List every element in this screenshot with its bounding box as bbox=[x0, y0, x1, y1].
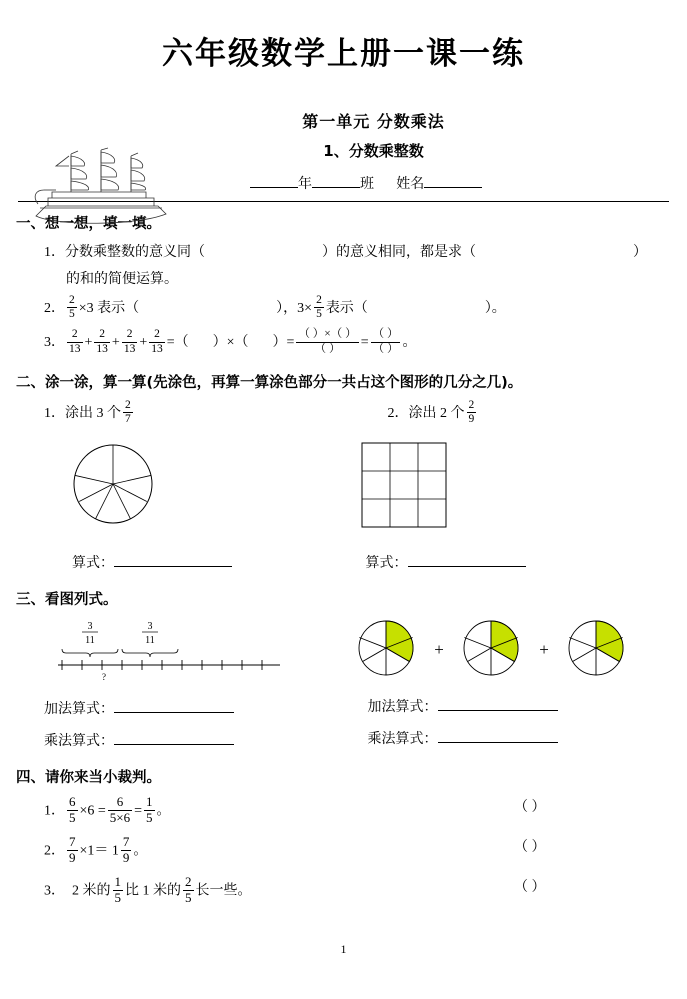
s1-q3-label: 3． bbox=[44, 335, 65, 350]
s2-q1-label bbox=[44, 400, 344, 427]
s1-q3-plus-3: + bbox=[139, 335, 147, 350]
s3-left-add-line bbox=[44, 698, 344, 718]
shaded-pies-diagram[interactable] bbox=[354, 617, 687, 684]
s3-right-mul-line bbox=[368, 728, 687, 748]
pies-column bbox=[344, 617, 687, 750]
section-4-heading: 四、请你来当小裁判。 bbox=[16, 766, 687, 787]
s2-q1-formula-line bbox=[72, 552, 344, 572]
s1-q2-part-e: ）。 bbox=[485, 301, 506, 316]
s4-q3-answer-paren[interactable]: （ ） bbox=[514, 876, 546, 896]
plus-sign-2: + bbox=[539, 640, 549, 659]
plus-sign-1: + bbox=[434, 640, 444, 659]
s1-q3-fraction-3: $\frac{2}{13}$ bbox=[122, 328, 138, 355]
s2-q2-fraction: $\frac{2}{9}$ bbox=[467, 399, 477, 426]
year-label: 年 bbox=[298, 176, 312, 192]
s3-right-add-line bbox=[368, 696, 687, 716]
s4-q3-part-b: 比 1 米的 bbox=[125, 884, 181, 899]
s2-q2-formula-label: 算式： bbox=[366, 556, 408, 571]
s1-q1-second-line: 的和的简便运算。 bbox=[66, 268, 687, 288]
number-line-diagram[interactable] bbox=[44, 619, 344, 686]
s3-left-add-blank[interactable] bbox=[114, 712, 234, 713]
s3-right-mul-blank[interactable] bbox=[438, 742, 558, 743]
s2-q1-fraction: $\frac{2}{7}$ bbox=[123, 399, 133, 426]
svg-text:3: 3 bbox=[148, 621, 153, 632]
worksheet-page bbox=[0, 28, 687, 999]
s2-q2-label bbox=[388, 400, 687, 427]
section-2-right-column bbox=[344, 400, 687, 572]
s1-q3-end: 。 bbox=[402, 335, 416, 350]
section-2-left-column bbox=[0, 400, 344, 572]
s1-q3-plus-2: + bbox=[112, 335, 120, 350]
year-blank[interactable] bbox=[250, 187, 298, 188]
s4-q2-fraction-1: $\frac{7}{9}$ bbox=[67, 835, 78, 866]
s1-q1-part-c: ） bbox=[633, 245, 647, 260]
s1-q2-label: 2． bbox=[44, 301, 65, 316]
number-line-column bbox=[0, 617, 344, 750]
s1-q2-fraction-1: $\frac{2}{5}$ bbox=[67, 294, 77, 321]
s3-left-mul-label: 乘法算式： bbox=[44, 734, 114, 749]
s4-q1-eq: = bbox=[134, 804, 142, 819]
s1-q3-eq3: = bbox=[361, 335, 369, 350]
sailing-ship-illustration bbox=[26, 146, 176, 236]
s1-q2-fraction-2: $\frac{2}{5}$ bbox=[314, 294, 324, 321]
s1-q1-part-b: ）的意义相同，都是求（ bbox=[322, 245, 476, 260]
svg-text:3: 3 bbox=[88, 621, 93, 632]
s4-q2-whole: 1 bbox=[112, 844, 119, 859]
s4-q2-mid: ×1＝ bbox=[80, 844, 109, 859]
s1-q1 bbox=[44, 240, 687, 266]
s1-q1-part-a: 1．分数乘整数的意义同（ bbox=[44, 245, 205, 260]
s4-q2-num: 2． bbox=[44, 844, 65, 859]
s1-q2-part-d: 表示（ bbox=[326, 301, 368, 316]
s4-q1-num: 1． bbox=[44, 804, 65, 819]
svg-text:11: 11 bbox=[145, 635, 155, 646]
class-blank[interactable] bbox=[312, 187, 360, 188]
s4-q1 bbox=[44, 796, 687, 827]
s1-q3-eq: =（ bbox=[167, 335, 189, 350]
s4-q3-fraction-1: $\frac{1}{5}$ bbox=[113, 875, 124, 906]
s1-q2-part-c: ），3× bbox=[276, 301, 312, 316]
s4-q1-mid: ×6 = bbox=[80, 804, 106, 819]
section-3-body bbox=[0, 617, 687, 750]
s3-right-add-label: 加法算式： bbox=[368, 700, 438, 715]
s1-q3-fraction-1: $\frac{2}{13}$ bbox=[67, 328, 83, 355]
section-1-heading: 一、想一想，填一填。 bbox=[16, 212, 687, 233]
s2-q2-formula-line bbox=[366, 552, 687, 572]
s1-q2 bbox=[44, 295, 687, 322]
name-blank[interactable] bbox=[424, 187, 482, 188]
s1-q2-part-b: ×3 表示（ bbox=[79, 301, 139, 316]
s4-q1-end: 。 bbox=[157, 804, 171, 819]
unit-line-1: 第一单元 分数乘法 bbox=[60, 109, 687, 132]
s4-q3-part-c: 长一些。 bbox=[196, 884, 252, 899]
class-label: 班 bbox=[360, 176, 374, 192]
s3-left-mul-line bbox=[44, 730, 344, 750]
page-title: 六年级数学上册一课一练 bbox=[0, 28, 687, 73]
s4-q3-fraction-2: $\frac{2}{5}$ bbox=[183, 875, 194, 906]
s2-q2-formula-blank[interactable] bbox=[408, 566, 526, 567]
s4-q1-fraction-2: $\frac{6}{5\times 6}$ bbox=[108, 795, 132, 826]
s1-q3-eq2: ）= bbox=[273, 335, 295, 350]
name-label: 姓名 bbox=[396, 176, 424, 192]
s3-right-mul-label: 乘法算式： bbox=[368, 732, 438, 747]
page-number: 1 bbox=[0, 942, 687, 957]
s4-q2-fraction-2: $\frac{7}{9}$ bbox=[121, 835, 132, 866]
svg-text:11: 11 bbox=[85, 635, 95, 646]
s1-q3-result-fraction: $\frac{( )\times( )}{( )}$ bbox=[296, 328, 358, 355]
section-3-heading: 三、看图列式。 bbox=[16, 588, 687, 609]
s4-q3-num: 3． bbox=[44, 884, 65, 899]
s4-q1-fraction-3: $\frac{1}{5}$ bbox=[144, 795, 155, 826]
s1-q3-fraction-4: $\frac{2}{13}$ bbox=[149, 328, 165, 355]
s4-q1-fraction-1: $\frac{6}{5}$ bbox=[67, 795, 78, 826]
s4-q2 bbox=[44, 836, 687, 867]
s1-q3 bbox=[44, 329, 687, 356]
s2-q1-text: 1．涂出 3 个 bbox=[44, 406, 121, 421]
s4-q3 bbox=[44, 876, 687, 907]
pie-7-sectors[interactable] bbox=[68, 439, 344, 534]
s3-left-add-label: 加法算式： bbox=[44, 702, 114, 717]
section-2-heading: 二、涂一涂，算一算(先涂色，再算一算涂色部分一共占这个图形的几分之几)。 bbox=[16, 371, 687, 392]
s4-q2-end: 。 bbox=[133, 844, 147, 859]
s1-q3-plus-1: + bbox=[85, 335, 93, 350]
s4-q1-answer-paren[interactable]: （ ） bbox=[514, 796, 546, 816]
s2-q2-text: 2．涂出 2 个 bbox=[388, 406, 465, 421]
s1-q3-final-fraction: $\frac{( )}{( )}$ bbox=[371, 328, 401, 355]
s4-q2-answer-paren[interactable]: （ ） bbox=[514, 836, 546, 856]
grid-3x3[interactable] bbox=[360, 441, 687, 534]
unit-line-2: 1、分数乘整数 bbox=[60, 140, 687, 161]
s2-q1-formula-blank[interactable] bbox=[114, 566, 232, 567]
s4-q3-part-a: 2 米的 bbox=[72, 884, 111, 899]
number-line-question-mark: ? bbox=[102, 672, 106, 681]
section-2-body bbox=[0, 400, 687, 572]
s2-q1-formula-label: 算式： bbox=[72, 556, 114, 571]
s1-q3-fraction-2: $\frac{2}{13}$ bbox=[94, 328, 110, 355]
s1-q3-times: ）×（ bbox=[213, 335, 249, 350]
s3-left-mul-blank[interactable] bbox=[114, 744, 234, 745]
s3-right-add-blank[interactable] bbox=[438, 710, 558, 711]
